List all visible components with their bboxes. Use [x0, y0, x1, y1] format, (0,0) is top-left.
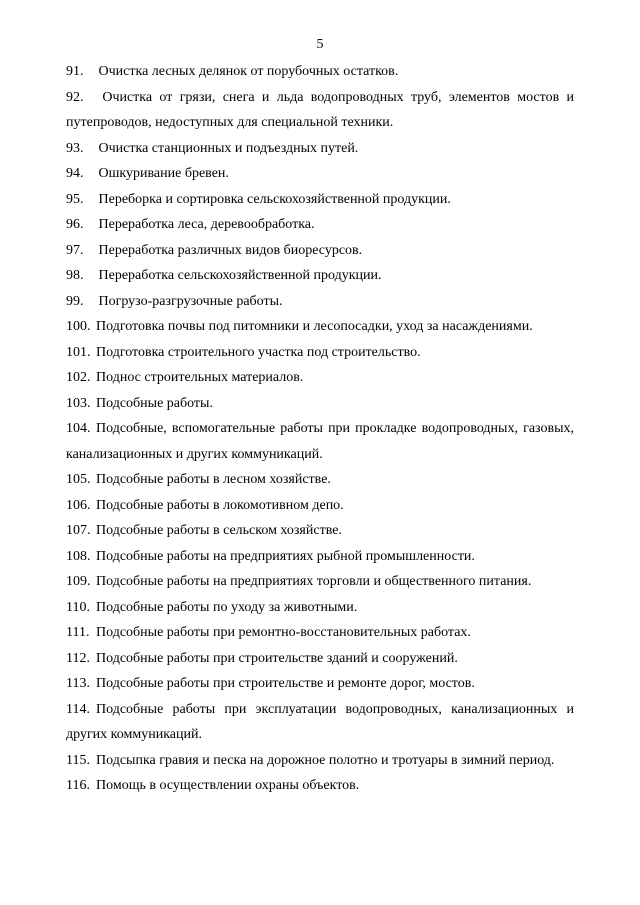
- page-number: 5: [316, 37, 324, 52]
- item-text: Подсобные работы при эксплуатации водопроводных, канализационных и других коммуникаций.: [66, 701, 574, 742]
- item-number: 109.: [66, 574, 91, 589]
- list-item: [66, 161, 574, 187]
- list-item: [66, 314, 574, 340]
- item-text: Подсобные работы в сельском хозяйстве.: [96, 523, 342, 538]
- item-text: Переработка различных видов биоресурсов.: [98, 242, 363, 258]
- list-item: [66, 263, 574, 289]
- item-text: Подготовка почвы под питомники и лесопосадки, уход за насаждениями.: [96, 319, 533, 334]
- item-text: Подсобные работы по уходу за животными.: [96, 599, 358, 615]
- item-text: Помощь в осуществлении охраны объектов.: [96, 778, 360, 793]
- list-item: [66, 544, 574, 570]
- item-number: 115.: [66, 752, 90, 768]
- item-text: Подсыпка гравия и песка на дорожное полотно и тротуары в зимний период.: [96, 752, 555, 768]
- list-item: [66, 391, 574, 417]
- list-item: [66, 467, 574, 493]
- item-number: 107.: [66, 523, 91, 538]
- list-item: [66, 212, 574, 238]
- item-number: 99.: [66, 293, 84, 309]
- list-item: [66, 646, 574, 672]
- item-text: Подсобные работы на предприятиях торговли и общественного питания.: [96, 574, 532, 589]
- item-number: 102.: [66, 370, 91, 385]
- item-text: Подсобные работы при строительстве зданий и сооружений.: [96, 650, 458, 666]
- item-text: Очистка станционных и подъездных путей.: [98, 140, 359, 156]
- item-text: Поднос строительных материалов.: [96, 370, 304, 385]
- list-item: [66, 340, 574, 366]
- numbered-list: [66, 59, 574, 799]
- list-item: [66, 518, 574, 544]
- item-text: Подсобные, вспомогательные работы при прокладке водопроводных, газовых, канализационных и других коммуникаций.: [66, 421, 574, 462]
- item-number: 100.: [66, 319, 91, 334]
- item-number: 116.: [66, 778, 90, 793]
- list-item: [66, 136, 574, 162]
- item-number: 96.: [66, 217, 84, 232]
- item-number: 114.: [66, 701, 90, 717]
- item-text: Подсобные работы при строительстве и ремонте дорог, мостов.: [96, 676, 475, 691]
- item-number: 95.: [66, 191, 84, 207]
- list-item: [66, 493, 574, 519]
- item-number: 97.: [66, 242, 84, 258]
- item-text: Подготовка строительного участка под строительство.: [96, 344, 421, 360]
- item-number: 110.: [66, 599, 90, 615]
- list-item: [66, 620, 574, 646]
- list-item: [66, 238, 574, 264]
- list-item: [66, 416, 574, 467]
- item-text: Переработка леса, деревообработка.: [98, 217, 315, 232]
- item-text: Очистка от грязи, снега и льда водопроводных труб, элементов мостов и путепроводов, недоступных для специальной техники.: [66, 89, 574, 130]
- item-number: 106.: [66, 497, 91, 513]
- item-text: Подсобные работы при ремонтно-восстановительных работах.: [96, 625, 471, 640]
- item-number: 108.: [66, 548, 91, 564]
- item-number: 112.: [66, 650, 90, 666]
- list-item: [66, 187, 574, 213]
- item-text: Ошкуривание бревен.: [98, 166, 229, 181]
- item-number: 103.: [66, 395, 91, 411]
- list-item: [66, 365, 574, 391]
- list-item: [66, 773, 574, 799]
- item-text: Переработка сельскохозяйственной продукции.: [98, 268, 382, 283]
- item-text: Подсобные работы в локомотивном депо.: [96, 497, 344, 513]
- item-text: Переборка и сортировка сельскохозяйственной продукции.: [98, 191, 451, 207]
- item-number: 101.: [66, 344, 91, 360]
- list-item: [66, 748, 574, 774]
- item-number: 93.: [66, 140, 84, 156]
- item-number: 104.: [66, 421, 91, 436]
- item-text: Погрузо-разгрузочные работы.: [98, 293, 283, 309]
- list-item: [66, 569, 574, 595]
- list-item: [66, 671, 574, 697]
- item-number: 111.: [66, 625, 90, 640]
- item-number: 113.: [66, 676, 90, 691]
- item-number: 91.: [66, 64, 84, 79]
- item-number: 94.: [66, 166, 84, 181]
- item-text: Очистка лесных делянок от порубочных остатков.: [98, 64, 399, 79]
- item-number: 92.: [66, 89, 84, 105]
- item-text: Подсобные работы на предприятиях рыбной промышленности.: [96, 548, 475, 564]
- list-item: [66, 289, 574, 315]
- item-text: Подсобные работы.: [96, 395, 213, 411]
- list-item: [66, 595, 574, 621]
- list-item: [66, 697, 574, 748]
- item-text: Подсобные работы в лесном хозяйстве.: [96, 472, 331, 487]
- item-number: 105.: [66, 472, 91, 487]
- list-item: [66, 85, 574, 136]
- item-number: 98.: [66, 268, 84, 283]
- list-item: [66, 59, 574, 85]
